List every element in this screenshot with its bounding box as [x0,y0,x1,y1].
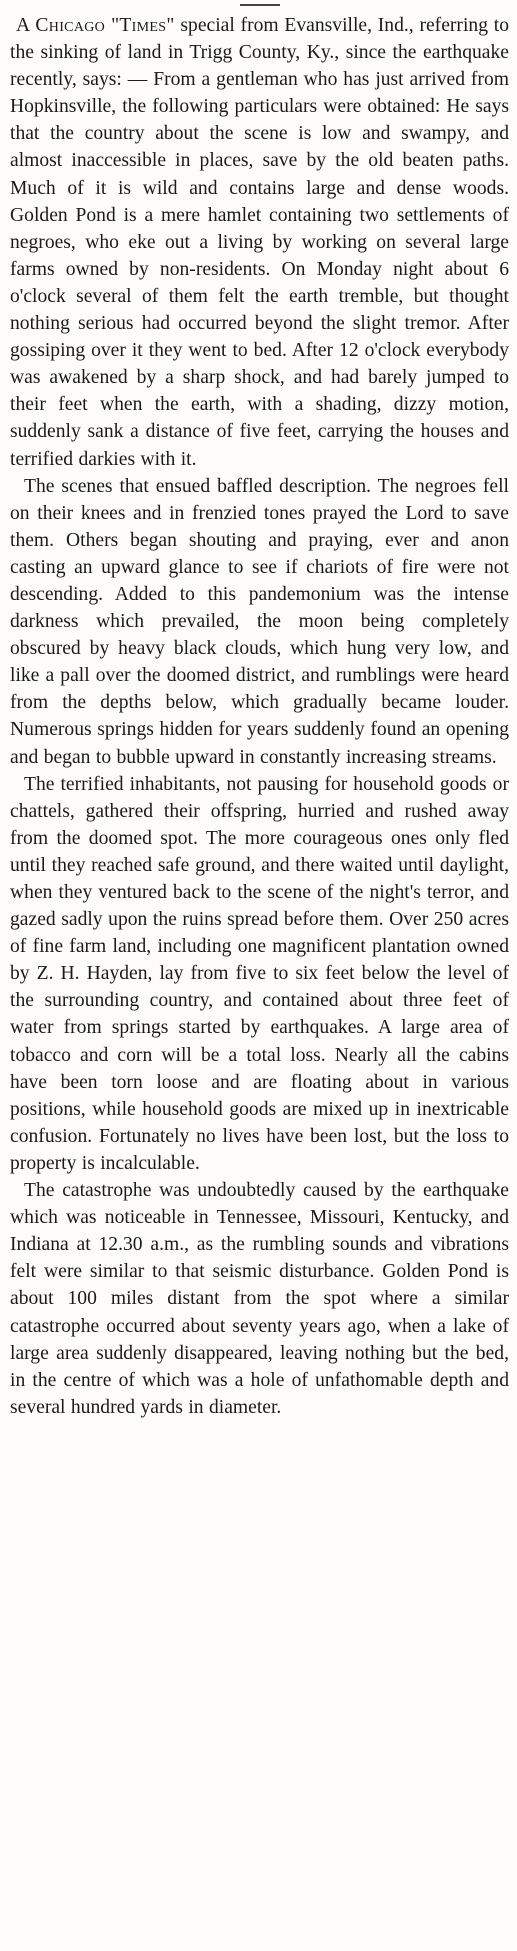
article-paragraph-2: The scenes that ensued baffled description. The negroes fell on their knees and in frenzied tones prayed the Lord to save them. Others began shouting and praying, ever and anon casting an upward glance to see if chariots of fire were not descending. Added to this pandemonium was the intense darkness which prevailed, the moon being completely obscured by heavy black clouds, which hung very low, and like a pall over the doomed district, and rumblings were heard from the depths below, which gradually became louder. Numerous springs hidden for years suddenly found an opening and began to bubble upward in constantly increasing streams. [10,475,509,768]
article-paragraph-4: The catastrophe was undoubtedly caused by the earthquake which was noticeable in Tennessee, Missouri, Kentucky, and Indiana at 12.30 a.m., as the rumbling sounds and vibrations felt were similar to that seismic disturbance. Golden Pond is about 100 miles distant from the spot where a similar catastrophe occurred about seventy years ago, when a lake of large area suddenly disappeared, leaving nothing but the bed, in the centre of which was a hole of unfathomable depth and several hundred yards in diameter. [10,1180,509,1418]
dateline-lead: A Chicago "Times" [16,15,175,36]
article-paragraph-1 [10,12,509,473]
article-column [10,12,509,1421]
paragraph-1-text: special from Evansville, Ind., referring to the sinking of land in Trigg County, Ky., since the earthquake recently, says: — From a gentleman who has just arrived from Hopkinsville, the following particulars were obtained: He says that the country about the scene is low and swampy, and almost inaccessible in places, save by the old beaten paths. Much of it is wild and contains large and dense woods. Golden Pond is a mere hamlet containing two settlements of negroes, who eke out a living by working on several large farms owned by non-residents. On Monday night about 6 o'clock several of them felt the earth tremble, but thought nothing serious had occurred beyond the slight tremor. After gossiping over it they went to bed. After 12 o'clock everybody was awakened by a sharp shock, and had barely jumped to their feet when the earth, with a shading, dizzy motion, suddenly sank a distance of five feet, carrying the houses and terrified darkies with it. [10,15,509,470]
column-rule [240,4,280,6]
article-paragraph-3: The terrified inhabitants, not pausing for household goods or chattels, gathered their offspring, hurried and rushed away from the doomed spot. The more courageous ones only fled until they reached safe ground, and there waited until daylight, when they ventured back to the scene of the night's terror, and gazed sadly upon the ruins spread before them. Over 250 acres of fine farm land, including one magnificent plantation owned by Z. H. Hayden, lay from five to six feet below the level of the surrounding country, and contained about three feet of water from springs started by earthquakes. A large area of tobacco and corn will be a total loss. Nearly all the cabins have been torn loose and are floating about in various positions, while household goods are mixed up in inextricable confusion. Fortunately no lives have been lost, but the loss to property is incalculable. [10,773,509,1174]
